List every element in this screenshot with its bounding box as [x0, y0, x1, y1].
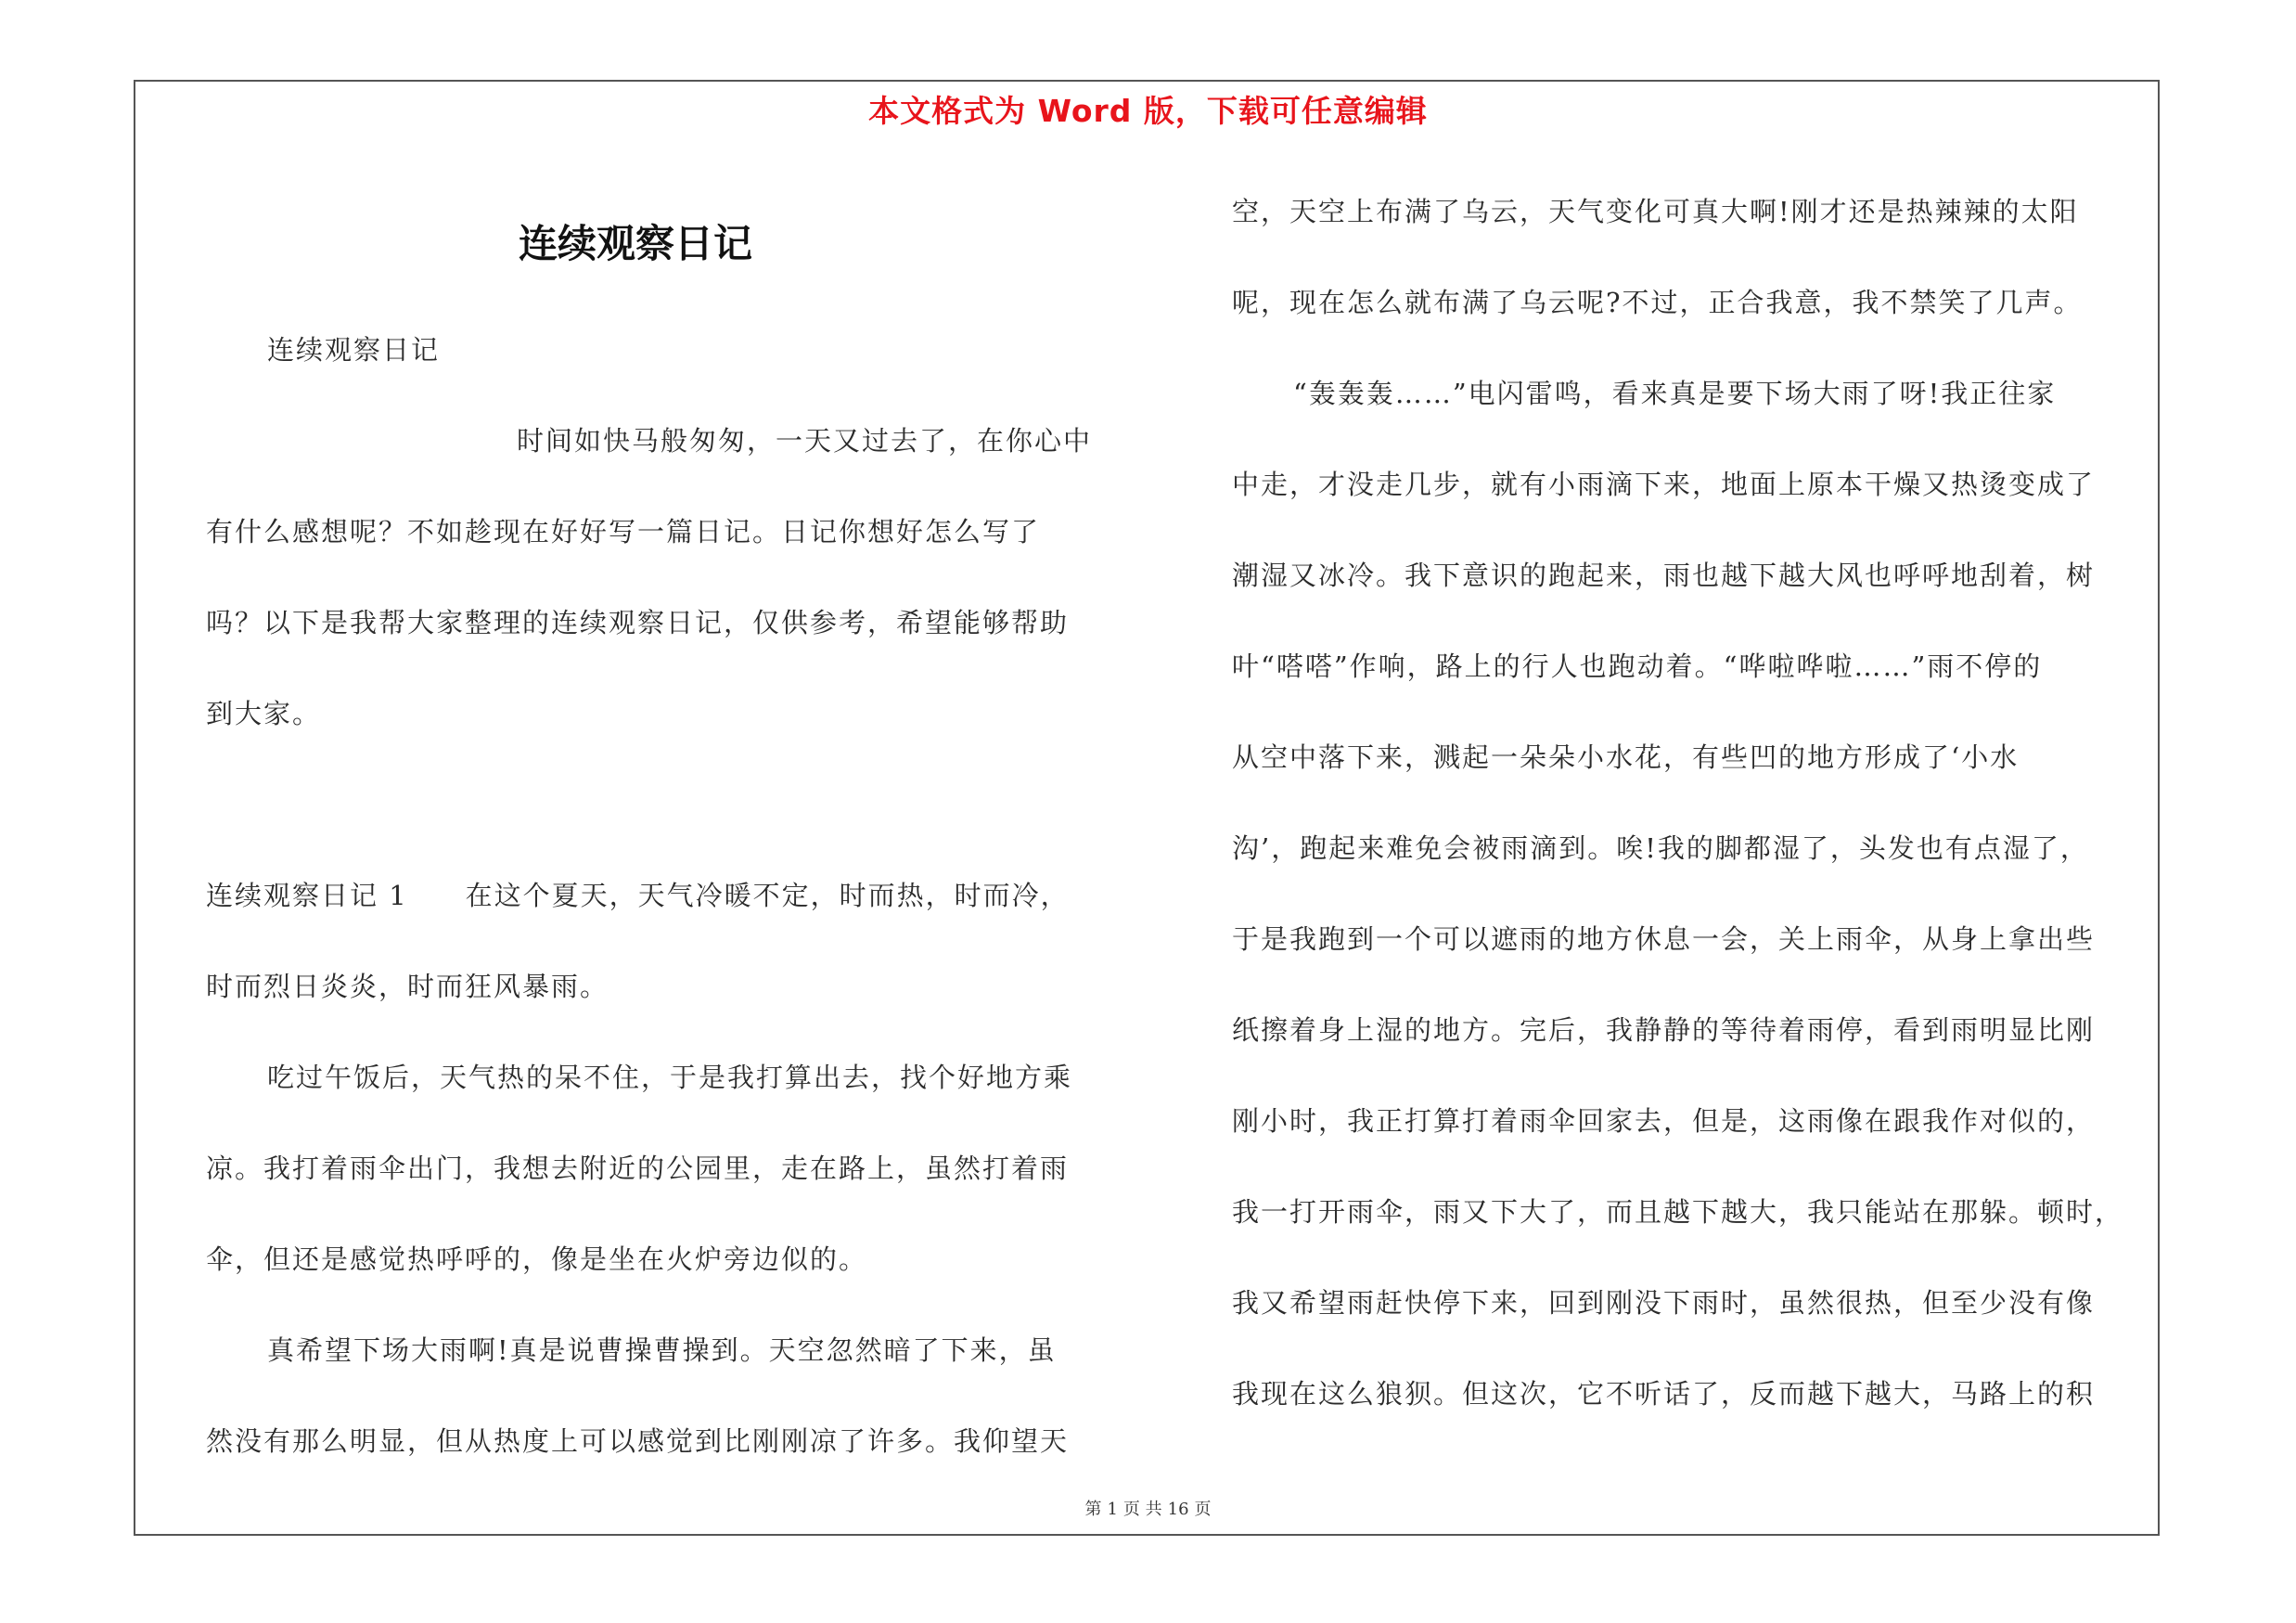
text-line: “轰轰轰……”电闪雷鸣，看来真是要下场大雨了呀!我正往家	[1293, 378, 2057, 409]
text-line: 有什么感想呢？不如趁现在好好写一篇日记。日记你想好怎么写了	[206, 516, 1041, 547]
text-line: 沟’，跑起来难免会被雨滴到。唉!我的脚都湿了，头发也有点湿了，	[1232, 832, 2089, 864]
document-title: 连续观察日记	[518, 221, 752, 266]
text-line: 到大家。	[206, 698, 322, 729]
text-line: 连续观察日记	[267, 334, 441, 366]
text-line: 潮湿又冰冷。我下意识的跑起来，雨也越下越大风也呼呼地刮着，树	[1232, 560, 2096, 591]
text-line: 从空中落下来，溅起一朵朵小水花，有些凹的地方形成了‘小水	[1232, 741, 2020, 773]
text-line: 纸擦着身上湿的地方。完后，我静静的等待着雨停，看到雨明显比刚	[1232, 1014, 2096, 1046]
text-line: 呢，现在怎么就布满了乌云呢?不过，正合我意，我不禁笑了几声。	[1232, 287, 2083, 318]
footer-prefix: 第	[1084, 1500, 1102, 1519]
text-line: 叶“嗒嗒”作响，路上的行人也跑动着。“哗啦哗啦……”雨不停的	[1232, 650, 2043, 682]
page-number-footer	[0, 1496, 2296, 1520]
text-line: 然没有那么明显，但从热度上可以感觉到比刚刚凉了许多。我仰望天	[206, 1425, 1070, 1457]
text-line: 刚小时，我正打算打着雨伞回家去，但是，这雨像在跟我作对似的，	[1232, 1105, 2096, 1137]
text-line: 于是我跑到一个可以遮雨的地方休息一会，关上雨伞，从身上拿出些	[1232, 923, 2096, 955]
left-column	[206, 0, 1145, 1623]
footer-total: 16	[1167, 1500, 1189, 1519]
footer-page: 1	[1107, 1500, 1118, 1519]
text-line: 凉。我打着雨伞出门，我想去附近的公园里，走在路上，虽然打着雨	[206, 1153, 1070, 1184]
text-line: 我又希望雨赶快停下来，回到刚没下雨时，虽然很热，但至少没有像	[1232, 1287, 2096, 1319]
text-line: 我现在这么狼狈。但这次，它不听话了，反而越下越大，马路上的积	[1232, 1378, 2096, 1410]
text-line: 我一打开雨伞，雨又下大了，而且越下越大，我只能站在那躲。顿时，	[1232, 1196, 2124, 1228]
text-line: 时间如快马般匆匆，一天又过去了，在你心中	[517, 425, 1093, 457]
footer-mid: 页 共	[1122, 1500, 1162, 1519]
text-line: 空，天空上布满了乌云，天气变化可真大啊!刚才还是热辣辣的太阳	[1232, 196, 2079, 227]
right-column	[1232, 0, 2169, 1623]
text-line: 时而烈日炎炎，时而狂风暴雨。	[206, 971, 609, 1002]
text-line: 吃过午饭后，天气热的呆不住，于是我打算出去，找个好地方乘	[267, 1062, 1073, 1093]
footer-suffix: 页	[1194, 1500, 1212, 1519]
text-line: 伞，但还是感觉热呼呼的，像是坐在火炉旁边似的。	[206, 1243, 868, 1275]
text-line: 真希望下场大雨啊!真是说曹操曹操到。天空忽然暗了下来，虽	[267, 1334, 1057, 1366]
format-banner: 本文格式为 Word 版，下载可任意编辑	[868, 93, 1428, 129]
text-line: 连续观察日记 1 在这个夏天，天气冷暖不定，时而热，时而冷，	[206, 880, 1070, 911]
text-line: 中走，才没走几步，就有小雨滴下来，地面上原本干燥又热烫变成了	[1232, 469, 2096, 500]
text-line: 吗？以下是我帮大家整理的连续观察日记，仅供参考，希望能够帮助	[206, 607, 1070, 638]
